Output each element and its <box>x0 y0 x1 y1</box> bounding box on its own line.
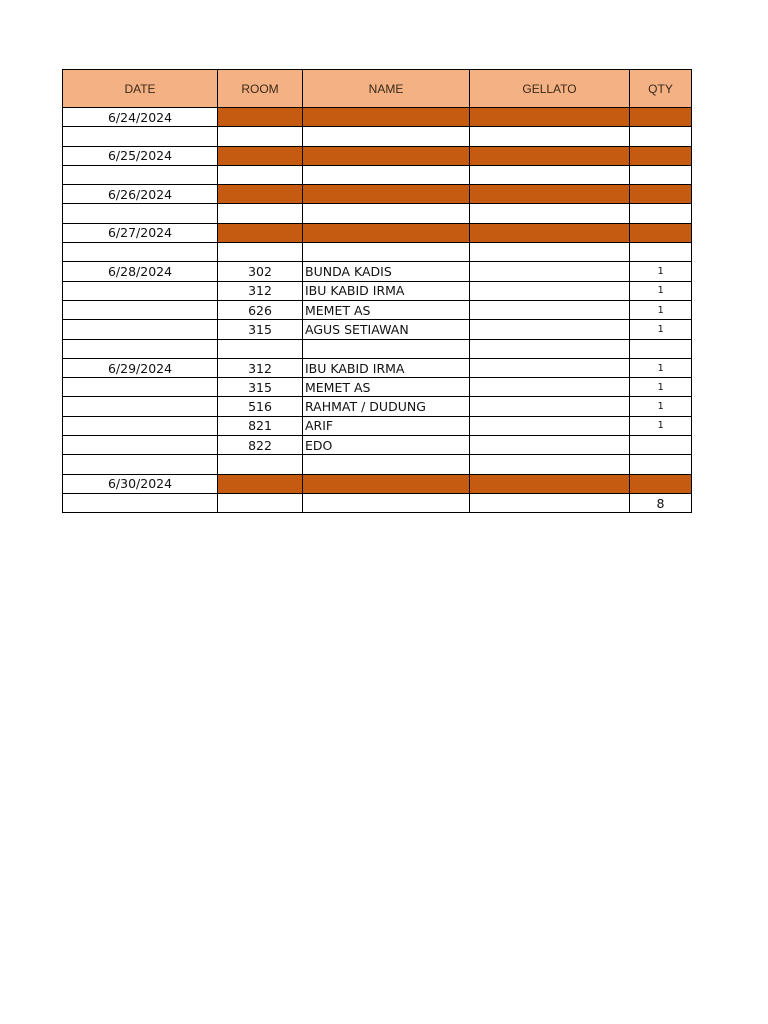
cell-qty <box>630 474 692 493</box>
cell-date: 6/27/2024 <box>63 223 218 242</box>
cell-date <box>63 127 218 146</box>
cell-qty <box>630 146 692 165</box>
table-row <box>63 300 692 319</box>
cell-gellato <box>470 358 630 377</box>
cell-name: BUNDA KADIS <box>303 262 470 281</box>
cell-name: RAHMAT / DUDUNG <box>303 397 470 416</box>
cell-qty <box>630 127 692 146</box>
cell-date <box>63 165 218 184</box>
cell-name <box>303 455 470 474</box>
header-row <box>63 70 692 108</box>
header-date: DATE <box>63 70 218 108</box>
cell-qty <box>630 436 692 455</box>
cell-room <box>218 185 303 204</box>
cell-date <box>63 436 218 455</box>
table-row <box>63 204 692 223</box>
cell-date: 6/26/2024 <box>63 185 218 204</box>
header-name: NAME <box>303 70 470 108</box>
cell-name: MEMET AS <box>303 300 470 319</box>
cell-date <box>63 455 218 474</box>
cell-qty: 1 <box>630 320 692 339</box>
cell-name: AGUS SETIAWAN <box>303 320 470 339</box>
total-row <box>63 493 692 512</box>
cell-qty <box>630 243 692 262</box>
cell-room: 302 <box>218 262 303 281</box>
cell-qty <box>630 185 692 204</box>
cell-name <box>303 204 470 223</box>
cell-name <box>303 474 470 493</box>
cell-date: 6/25/2024 <box>63 146 218 165</box>
cell-qty: 1 <box>630 358 692 377</box>
table-row <box>63 358 692 377</box>
table-row <box>63 223 692 242</box>
cell-gellato <box>470 339 630 358</box>
total-cell-room <box>218 493 303 512</box>
cell-gellato <box>470 300 630 319</box>
table-row <box>63 146 692 165</box>
cell-room: 312 <box>218 358 303 377</box>
cell-room <box>218 339 303 358</box>
cell-qty <box>630 204 692 223</box>
cell-qty <box>630 223 692 242</box>
cell-room <box>218 455 303 474</box>
cell-qty: 1 <box>630 378 692 397</box>
table-row <box>63 436 692 455</box>
header-gellato: GELLATO <box>470 70 630 108</box>
cell-name <box>303 146 470 165</box>
cell-date <box>63 339 218 358</box>
cell-gellato <box>470 262 630 281</box>
cell-qty: 1 <box>630 416 692 435</box>
cell-gellato <box>470 243 630 262</box>
cell-room <box>218 127 303 146</box>
cell-room: 516 <box>218 397 303 416</box>
table-row <box>63 243 692 262</box>
cell-gellato <box>470 108 630 127</box>
cell-date <box>63 397 218 416</box>
table-row <box>63 127 692 146</box>
table-body <box>63 108 692 513</box>
cell-name <box>303 108 470 127</box>
cell-name <box>303 223 470 242</box>
table-row <box>63 416 692 435</box>
header-room: ROOM <box>218 70 303 108</box>
table-row <box>63 455 692 474</box>
cell-name: MEMET AS <box>303 378 470 397</box>
cell-room <box>218 243 303 262</box>
table-row <box>63 281 692 300</box>
cell-gellato <box>470 223 630 242</box>
cell-gellato <box>470 281 630 300</box>
table-row <box>63 474 692 493</box>
cell-gellato <box>470 204 630 223</box>
table-row <box>63 320 692 339</box>
cell-date <box>63 204 218 223</box>
table-row <box>63 397 692 416</box>
cell-room: 822 <box>218 436 303 455</box>
table-row <box>63 262 692 281</box>
table-row <box>63 165 692 184</box>
cell-qty <box>630 455 692 474</box>
cell-name: IBU KABID IRMA <box>303 358 470 377</box>
cell-date <box>63 320 218 339</box>
cell-room <box>218 223 303 242</box>
cell-date: 6/29/2024 <box>63 358 218 377</box>
cell-room: 626 <box>218 300 303 319</box>
cell-gellato <box>470 378 630 397</box>
total-qty: 8 <box>630 493 692 512</box>
total-cell-name <box>303 493 470 512</box>
cell-name <box>303 185 470 204</box>
cell-room: 315 <box>218 378 303 397</box>
table-row <box>63 185 692 204</box>
cell-gellato <box>470 416 630 435</box>
cell-qty <box>630 165 692 184</box>
cell-qty <box>630 339 692 358</box>
cell-date: 6/24/2024 <box>63 108 218 127</box>
cell-room <box>218 474 303 493</box>
cell-room <box>218 108 303 127</box>
cell-name <box>303 339 470 358</box>
cell-date <box>63 243 218 262</box>
cell-name: ARIF <box>303 416 470 435</box>
cell-room <box>218 146 303 165</box>
cell-gellato <box>470 455 630 474</box>
cell-date <box>63 378 218 397</box>
cell-gellato <box>470 474 630 493</box>
cell-date <box>63 416 218 435</box>
cell-gellato <box>470 320 630 339</box>
cell-qty <box>630 108 692 127</box>
table-row <box>63 378 692 397</box>
cell-gellato <box>470 146 630 165</box>
cell-name <box>303 243 470 262</box>
gelato-order-table <box>62 69 692 513</box>
cell-date <box>63 300 218 319</box>
cell-room: 315 <box>218 320 303 339</box>
cell-name: EDO <box>303 436 470 455</box>
table-row <box>63 108 692 127</box>
cell-room: 312 <box>218 281 303 300</box>
total-cell-gellato <box>470 493 630 512</box>
cell-qty: 1 <box>630 397 692 416</box>
header-qty: QTY <box>630 70 692 108</box>
cell-gellato <box>470 436 630 455</box>
cell-gellato <box>470 397 630 416</box>
cell-qty: 1 <box>630 262 692 281</box>
cell-qty: 1 <box>630 300 692 319</box>
cell-date <box>63 281 218 300</box>
cell-gellato <box>470 185 630 204</box>
cell-gellato <box>470 127 630 146</box>
cell-room <box>218 165 303 184</box>
cell-name <box>303 127 470 146</box>
cell-date: 6/30/2024 <box>63 474 218 493</box>
cell-room <box>218 204 303 223</box>
total-cell-date <box>63 493 218 512</box>
cell-name <box>303 165 470 184</box>
cell-date: 6/28/2024 <box>63 262 218 281</box>
cell-qty: 1 <box>630 281 692 300</box>
cell-room: 821 <box>218 416 303 435</box>
cell-name: IBU KABID IRMA <box>303 281 470 300</box>
cell-gellato <box>470 165 630 184</box>
table-row <box>63 339 692 358</box>
